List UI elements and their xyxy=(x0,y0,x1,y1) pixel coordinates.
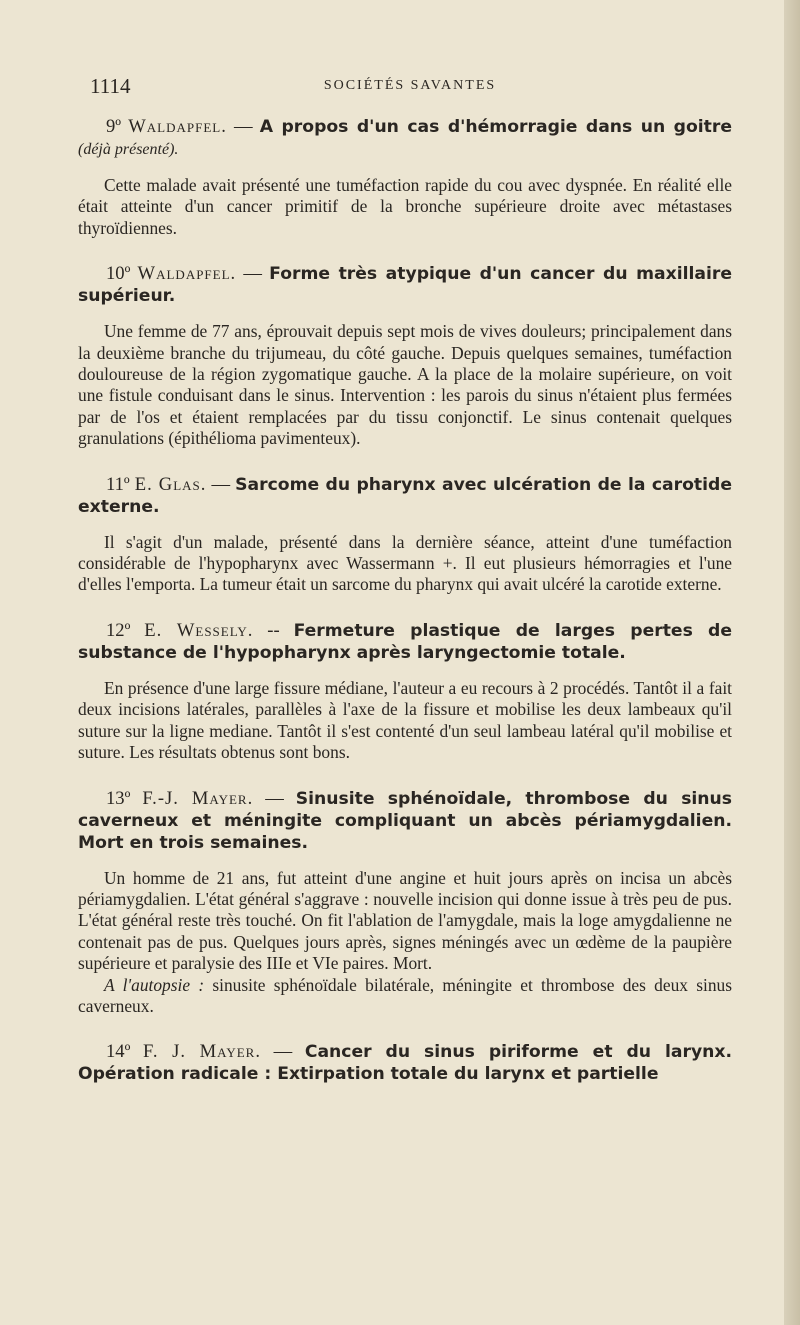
entry-author: F.-J. Mayer. xyxy=(142,787,254,809)
entry-title xyxy=(78,116,732,161)
entry-heading: Forme très atypique d'un cancer du maxillaire supérieur. xyxy=(78,264,732,307)
entry-body xyxy=(78,532,732,596)
entry-14 xyxy=(78,1041,732,1085)
entry-author: E. Wessely. xyxy=(144,619,254,641)
entry-title xyxy=(78,1041,732,1085)
page-header xyxy=(90,74,730,98)
entry-separator: — xyxy=(253,787,296,809)
entry-heading: Cancer du sinus piriforme et du larynx. Opération radicale : Extirpation totale du larynx et partielle xyxy=(78,1042,733,1085)
entry-heading: A propos d'un cas d'hémorragie dans un goitre xyxy=(259,117,733,137)
entry-number: 13º xyxy=(106,787,131,809)
entry-author: Waldapfel. xyxy=(128,116,227,137)
entry-body xyxy=(78,868,732,1018)
entry-heading: Fermeture plastique de larges pertes de substance de l'hypopharynx après laryngectomie totale. xyxy=(78,620,732,663)
paragraph: Un homme de 21 ans, fut atteint d'une angine et huit jours après on incisa un abcès périamygdalien. L'état général s'aggrave : nouvelle incision qui donne issue à très peu de pus. L'état général reste très touché. On fit l'ablation de l'amygdale, mais la loge amygdalienne ne contenait pas de pus. Quelques jours après, signes méningés avec un œdème de la paupière supérieure et paralysie des IIIe et VIe paires. Mort. xyxy=(78,867,732,974)
autopsy-text: sinusite sphénoïdale bilatérale, méningite et thrombose des deux sinus caverneux. xyxy=(78,974,732,1016)
entry-13 xyxy=(78,788,732,1018)
entry-11 xyxy=(78,474,732,596)
paragraph: Une femme de 77 ans, éprouvait depuis sept mois de vives douleurs; principalement dans la deuxième branche du trijumeau, du côté gauche. Depuis quelques semaines, tuméfaction douloureuse de la région zygomatique gauche. A la place de la molaire supérieure, on voit une fistule conduisant dans le sinus. Intervention : les parois du sinus n'étaient plus fermées par de l'os et étaient remplacées par du tissu conjonctif. Le sinus contenait quelques granulations (épithélioma pavimenteux). xyxy=(78,321,732,449)
entry-number: 12º xyxy=(106,619,131,641)
entry-body xyxy=(78,678,732,764)
entry-separator: — xyxy=(236,263,270,285)
page-number: 1114 xyxy=(90,74,131,98)
entry-9 xyxy=(78,116,732,239)
entry-number: 10º xyxy=(106,263,131,285)
entry-number: 11º xyxy=(106,473,130,495)
entry-number: 14º xyxy=(106,1041,131,1063)
paragraph: Cette malade avait présenté une tuméfaction rapide du cou avec dyspnée. En réalité elle était atteinte d'un cancer primitif de la bronche supérieure droite avec métastases thyroïdiennes. xyxy=(78,175,732,238)
entry-separator: — xyxy=(226,116,260,137)
entry-separator: — xyxy=(260,1041,305,1063)
entry-12 xyxy=(78,620,732,764)
entry-author: E. Glas. xyxy=(134,473,207,495)
entry-title xyxy=(78,620,732,664)
entry-author: Waldapfel. xyxy=(137,263,237,285)
entry-body xyxy=(78,321,732,449)
entry-10 xyxy=(78,263,732,449)
entry-body xyxy=(78,175,732,239)
page-edge xyxy=(784,0,800,1325)
entry-title xyxy=(78,474,732,518)
entry-title xyxy=(78,263,732,307)
entry-number: 9º xyxy=(106,116,122,137)
entry-separator: -- xyxy=(253,619,294,641)
autopsy-paragraph xyxy=(78,975,732,1018)
entry-separator: — xyxy=(206,473,236,495)
page-content xyxy=(78,116,732,1109)
entry-author: F. J. Mayer. xyxy=(142,1041,261,1063)
paragraph: Il s'agit d'un malade, présenté dans la dernière séance, atteint d'une tuméfaction considérable de l'hypopharynx avec Wassermann +. Il eut plusieurs hémorragies et l'une d'elles l'emporta. La tumeur était un sarcome du pharynx qui avait ulcéré la carotide externe. xyxy=(78,531,732,595)
autopsy-label: A l'autopsie : xyxy=(104,974,205,995)
running-head: SOCIÉTÉS SAVANTES xyxy=(323,78,497,93)
entry-heading: Sinusite sphénoïdale, thrombose du sinus caverneux et méningite compliquant un abcès périamygdalien. Mort en trois semaines. xyxy=(78,788,733,853)
entry-title xyxy=(78,788,732,854)
entry-note: (déjà présenté). xyxy=(78,141,179,158)
paragraph: En présence d'une large fissure médiane, l'auteur a eu recours à 2 procédés. Tantôt il a fait deux incisions latérales, parallèles à l'axe de la fissure et mobilise les deux lambeaux qu'il suture sur la ligne mediane. Tantôt il s'est contenté d'un seul lambeau latéral qu'il mobilise et suture. Les résultats obtenus sont bons. xyxy=(78,677,732,763)
entry-heading: Sarcome du pharynx avec ulcération de la carotide externe. xyxy=(78,474,732,517)
